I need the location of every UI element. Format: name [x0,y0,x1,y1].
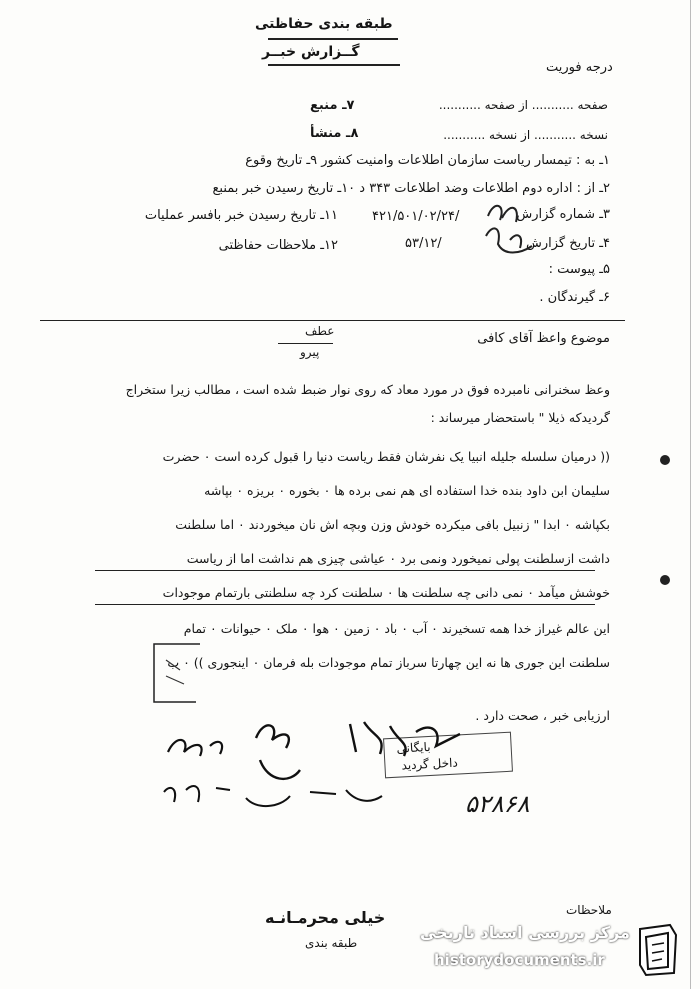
urgency-label: درجه فوریت [546,60,613,75]
title-underline [268,64,400,66]
evaluation-line: ارزیابی خبر ، صحت دارد . [475,708,610,723]
page-field: صفحه ........... از صفحه ........... [438,98,608,112]
footer-classification-label: طبقه بندی [305,936,358,950]
source-field: ۷ـ منبع [310,98,355,113]
field-recipients: ۶ـ گیرندگان . [539,290,610,305]
copy-field: نسخه ........... از نسخه ........... [443,128,608,142]
handwritten-numbers [480,196,540,266]
report-title: گــزارش خبــر [262,44,360,60]
field-to: ۱ـ به : تیمسار ریاست سازمان اطلاعات وامنیت کشور ۹ـ تاریخ وقوع [245,153,610,168]
reference-label: عطف [305,324,335,338]
body-line-9: سلطنت این جوری ها نه این چهارتا سرباز تمام موجودات بله فرمان ۰ اینجوری )) ۰ ب [167,655,610,670]
body-line-1: وعظ سخنرانی نامبرده فوق در مورد معاد که روی نوار ضبط شده است ، مطالب زیرا ستخراج [125,382,610,397]
section-divider [40,320,625,321]
report-number-value: ۴۲۱/۵۰۱/۰۲/۲۴/ [372,209,460,224]
field-officer-received: ۱۱ـ تاریخ رسیدن خبر بافسر عملیات [144,208,338,223]
watermark-logo-icon [634,921,680,979]
stamp-line-2: داخل گردید [401,755,459,773]
header-underline [268,38,398,40]
origin-field: ۸ـ منشأ [310,126,359,141]
watermark-url: historydocuments.ir [434,951,605,969]
handwritten-archive-number: ۵۲۸۶۸ [465,790,530,818]
body-line-4: سلیمان ابن داود بنده خدا استفاده ای هم نمی برده ها ۰ بخوره ۰ بریزه ۰ بپاشه [204,483,610,498]
body-line-2: گردیدکه ذیلا " باستحضار میرساند : [430,410,610,425]
field-attachment: ۵ـ پیوست : [548,262,610,277]
remarks-label: ملاحظات [566,903,612,917]
body-underline-1 [95,570,595,571]
body-line-8: این عالم غیراز خدا همه تسخیرند ۰ آب ۰ باد ۰ زمین ۰ هوا ۰ ملک ۰ حیوانات ۰ تمام [183,621,610,636]
stamp-line-1: بایگانی [396,739,431,756]
body-line-7: خوشش میآمد ۰ نمی دانی چه سلطنت ها ۰ سلطنت کرد چه سلطنتی بارتمام موجودات [162,585,610,600]
field-security-notes: ۱۲ـ ملاحظات حفاظتی [218,238,338,253]
body-line-6: داشت ازسلطنت پولی نمیخورد ونمی برد ۰ عیاشی چیزی هم نداشت اما از ریاست [186,551,610,566]
body-line-3: (( درمیان سلسله جلیله انبیا یک نفرشان فقط ریاست دنیا را قبول کرده است ۰ حضرت [162,449,610,464]
page-edge [690,0,691,989]
body-underline-2 [95,604,595,605]
report-number-label: ۳ـ شماره گزارش [516,207,610,222]
watermark-title: مرکز بررسی اسناد تاریخی [420,923,630,942]
followup-label: پیرو [300,345,320,359]
report-date-label: ۴ـ تاریخ گزارش [525,236,610,251]
punch-hole-top [660,455,670,465]
very-confidential-label: خیلی محرمـانـه [265,908,386,927]
watermark [420,915,682,985]
margin-bracket-annotation [140,640,210,710]
subject-line: موضوع واعظ آقای کافی [477,331,610,346]
field-from: ۲ـ از : اداره دوم اطلاعات وضد اطلاعات ۳۴۳ د ۱۰ـ تاریخ رسیدن خبر بمنبع [212,181,610,196]
body-line-5: بکپاشه ۰ ابدا " زنبیل بافی میکرده خودش وزن وبچه اش نان میخوردند ۰ اما سلطنت [175,517,610,532]
reference-underline [278,343,333,344]
classification-header: طبقه بندی حفاظتی [255,16,393,32]
punch-hole-bottom [660,575,670,585]
report-date-value: ۵۳/۱۲/ [405,236,442,251]
